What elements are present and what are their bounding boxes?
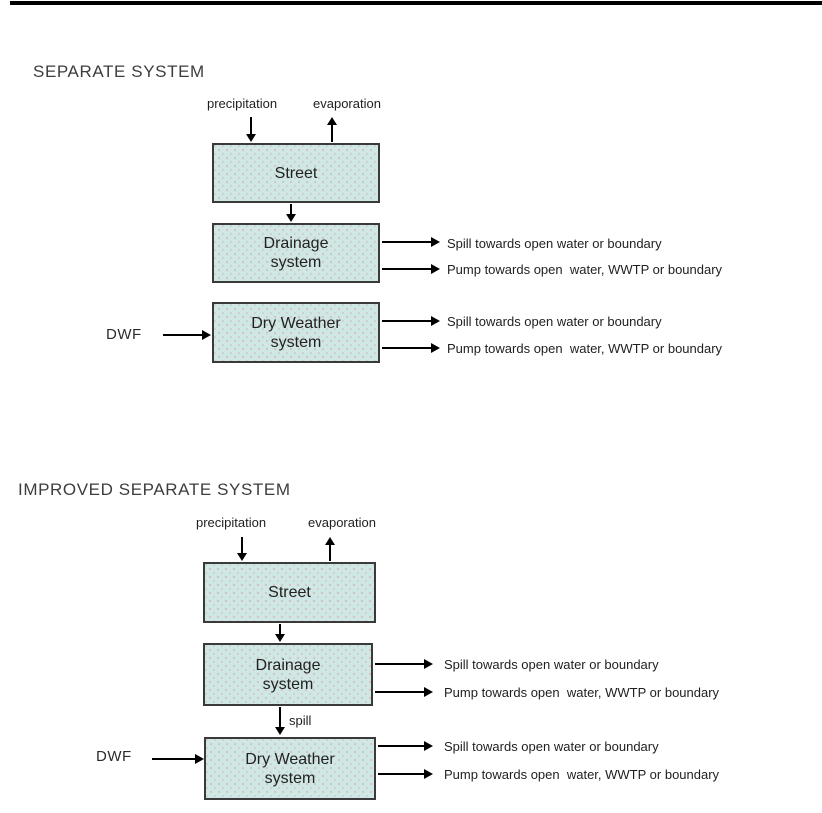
d1-dwf-label: DWF bbox=[106, 326, 142, 343]
d1-evaporation-label: evaporation bbox=[313, 96, 381, 111]
d1-evaporation-arrow bbox=[331, 125, 333, 142]
d2-drainage-label-line1: Drainage bbox=[255, 656, 321, 674]
d2-drainage-pump-label: Pump towards open water, WWTP or boundary bbox=[444, 685, 720, 700]
d2-precipitation-arrow bbox=[241, 537, 243, 553]
d2-dry-spill-arrow bbox=[378, 745, 424, 747]
d2-dwf-label: DWF bbox=[96, 748, 132, 765]
d1-drainage-label-line1: Drainage bbox=[263, 235, 329, 252]
d1-dry-spill-label: Spill towards open water or boundary bbox=[447, 314, 662, 329]
d2-street-label: Street bbox=[268, 584, 311, 601]
d1-dry-pump-arrow bbox=[382, 347, 431, 349]
d2-dry-spill-label: Spill towards open water or boundary bbox=[444, 739, 659, 754]
diagram2-title: IMPROVED SEPARATE SYSTEM bbox=[18, 480, 291, 499]
d1-street-to-drainage-arrow bbox=[290, 204, 292, 214]
d1-dry-label-line2: system bbox=[270, 333, 322, 351]
d2-dry-pump-label: Pump towards open water, WWTP or boundary bbox=[444, 767, 720, 782]
d1-drainage-box bbox=[212, 223, 380, 283]
d1-drainage-pump-label: Pump towards open water, WWTP or boundary bbox=[447, 262, 723, 277]
d1-dry-label-line1: Dry Weather bbox=[251, 314, 341, 332]
d2-drainage-spill-label: Spill towards open water or boundary bbox=[444, 657, 659, 672]
d2-drainage-box bbox=[203, 643, 373, 706]
d2-street-to-drainage-arrow bbox=[279, 624, 281, 634]
d2-drainage-label-line2: system bbox=[262, 675, 314, 693]
d1-precipitation-label: precipitation bbox=[207, 96, 278, 111]
d2-street-box bbox=[203, 562, 376, 623]
d2-evaporation-arrow bbox=[329, 545, 331, 561]
d1-street-label: Street bbox=[274, 164, 318, 182]
d2-drainage-spill-arrow bbox=[375, 663, 424, 665]
d2-dry-label-line2: system bbox=[264, 769, 316, 787]
d2-dry-weather-box bbox=[204, 737, 376, 800]
d2-dry-pump-arrow bbox=[378, 773, 424, 775]
d2-evaporation-label: evaporation bbox=[308, 515, 376, 530]
d1-dry-pump-label: Pump towards open water, WWTP or boundary bbox=[447, 341, 723, 356]
d1-drainage-label-line2: system bbox=[270, 254, 322, 271]
d2-dry-label-line1: Dry Weather bbox=[245, 750, 335, 768]
d2-spill-connector-arrow bbox=[279, 707, 281, 727]
d1-dwf-arrow bbox=[163, 334, 202, 336]
d1-street-box bbox=[212, 143, 380, 203]
d2-precipitation-label: precipitation bbox=[196, 515, 267, 530]
d1-dry-weather-box bbox=[212, 302, 380, 363]
diagram1-title: SEPARATE SYSTEM bbox=[33, 62, 205, 81]
top-rule bbox=[10, 1, 822, 5]
d1-dry-spill-arrow bbox=[382, 320, 431, 322]
d2-spill-connector-label: spill bbox=[289, 713, 312, 728]
d1-drainage-spill-label: Spill towards open water or boundary bbox=[447, 236, 662, 251]
d1-drainage-pump-arrow bbox=[382, 268, 431, 270]
d2-drainage-pump-arrow bbox=[375, 691, 424, 693]
d1-drainage-spill-arrow bbox=[382, 241, 431, 243]
d2-dwf-arrow bbox=[152, 758, 195, 760]
d1-precipitation-arrow bbox=[250, 117, 252, 134]
